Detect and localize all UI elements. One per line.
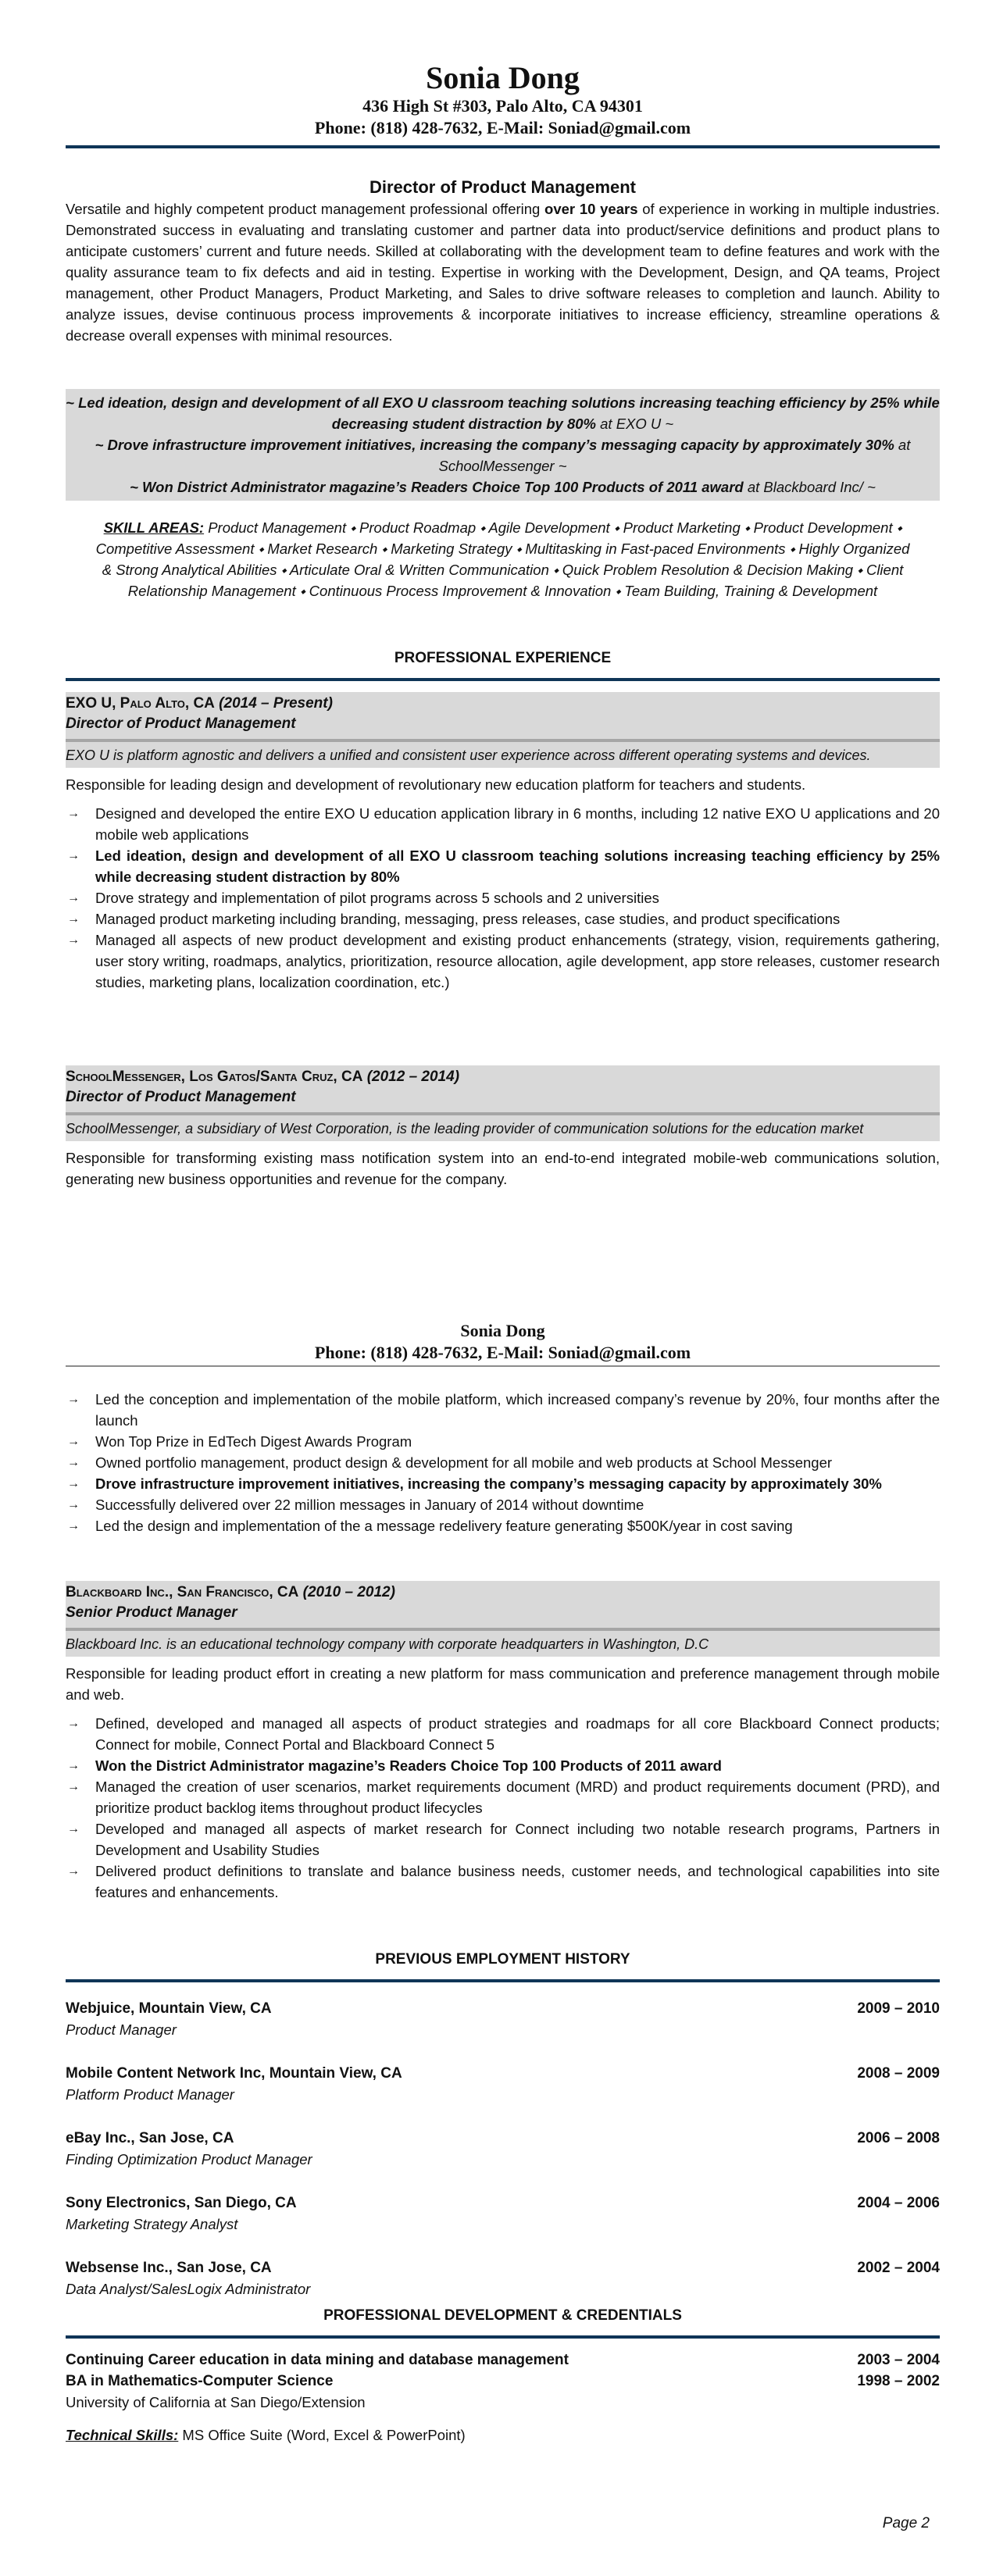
company-description: SchoolMessenger, a subsidiary of West Corporation, is the leading provider of communication solutions for the education market <box>66 1121 864 1136</box>
skill-areas-label: SKILL AREAS: <box>103 519 205 536</box>
employment-years: 2004 – 2006 <box>857 2195 940 2211</box>
bullet-item <box>66 1861 940 1903</box>
summary-paragraph <box>66 198 940 346</box>
employment-entry <box>66 2192 940 2257</box>
bullet-item <box>66 1389 940 1431</box>
job-exo-u <box>66 692 940 993</box>
page-1-header <box>66 61 940 148</box>
skill-areas <box>66 517 940 601</box>
candidate-name: Sonia Dong <box>426 60 580 95</box>
contact-line: Phone: (818) 428-7632, E-Mail: Soniad@gmail.com <box>314 118 691 137</box>
job-role: Senior Product Manager <box>66 1604 237 1621</box>
job-bullets <box>66 1713 940 1903</box>
job-schoolmessenger-bullets <box>66 1389 940 1536</box>
bullet-item <box>66 1473 940 1494</box>
job-role: Director of Product Management <box>66 1089 296 1105</box>
arrow-icon: → <box>67 1780 80 1793</box>
employer-name: Webjuice, Mountain View, CA <box>66 2000 272 2017</box>
employment-years: 2002 – 2004 <box>857 2260 940 2276</box>
highlight-rest: at SchoolMessenger ~ <box>438 437 911 474</box>
experience-section-header <box>66 648 940 681</box>
bullet-text: Delivered product definitions to translate and balance business needs, customer needs, and technological capabilities into site features and enhancements. <box>95 1863 940 1900</box>
arrow-icon: → <box>67 933 80 947</box>
job-company <box>66 1582 940 1603</box>
highlights-box <box>66 389 940 501</box>
job-dates: (2014 – Present) <box>219 695 333 712</box>
arrow-icon: → <box>67 1435 80 1448</box>
job-summary: Responsible for transforming existing mass notification system into an end-to-end integrated mobile-web communications solution, generating new business opportunities and revenue for the company. <box>66 1150 940 1187</box>
employment-title: Product Manager <box>66 2021 177 2038</box>
highlight-bold: ~ Drove infrastructure improvement initiatives, increasing the company’s messaging capacity by approximately 30% <box>95 437 894 453</box>
employer-name: Mobile Content Network Inc, Mountain View, CA <box>66 2065 402 2082</box>
company-name: EXO U, Palo Alto, CA <box>66 695 215 712</box>
job-company <box>66 1067 940 1087</box>
arrow-icon: → <box>67 1498 80 1511</box>
section-rule <box>66 678 940 681</box>
credentials-list <box>66 2349 940 2413</box>
arrow-icon: → <box>67 1456 80 1469</box>
bullet-text: Drove strategy and implementation of pilot programs across 5 schools and 2 universities <box>95 890 659 906</box>
employment-years: 2008 – 2009 <box>857 2065 940 2082</box>
bullet-item <box>66 908 940 929</box>
summary-text-a: Versatile and highly competent product management professional offering <box>66 201 545 217</box>
arrow-icon: → <box>67 1864 80 1878</box>
highlight-rest: at Blackboard Inc/ ~ <box>743 479 876 495</box>
job-header-box <box>66 1581 940 1657</box>
bullet-item <box>66 1776 940 1818</box>
contact-line-p2: Phone: (818) 428-7632, E-Mail: Soniad@gmail.com <box>314 1343 691 1362</box>
bullet-text: Won Top Prize in EdTech Digest Awards Program <box>95 1433 412 1450</box>
bullet-text: Successfully delivered over 22 million messages in January of 2014 without downtime <box>95 1497 644 1513</box>
employment-entry <box>66 1998 940 2063</box>
highlight-item <box>66 434 940 476</box>
employment-title: Platform Product Manager <box>66 2086 234 2103</box>
technical-skills-label: Technical Skills: <box>66 2427 179 2443</box>
bullet-item <box>66 1431 940 1452</box>
box-divider <box>66 739 940 742</box>
bullet-text: Led ideation, design and development of all EXO U classroom teaching solutions increasing teaching efficiency by 25% while decreasing student distraction by 80% <box>95 847 940 885</box>
bullet-item <box>66 887 940 908</box>
arrow-icon: → <box>67 849 80 862</box>
institution: University of California at San Diego/Extension <box>66 2394 366 2410</box>
target-title: Director of Product Management <box>369 177 637 197</box>
bullet-item <box>66 1452 940 1473</box>
bullet-text: Defined, developed and managed all aspects of product strategies and roadmaps for all core Blackboard Connect products; Connect for mobile, Connect Portal and Blackboard Connect 5 <box>95 1715 940 1753</box>
section-rule <box>66 1979 940 1982</box>
employer-name: Sony Electronics, San Diego, CA <box>66 2195 297 2211</box>
employment-years: 2009 – 2010 <box>857 2000 940 2017</box>
arrow-icon: → <box>67 1393 80 1406</box>
highlight-bold: ~ Won District Administrator magazine’s Readers Choice Top 100 Products of 2011 award <box>130 479 744 495</box>
page-2-header <box>66 1320 940 1367</box>
job-schoolmessenger <box>66 1065 940 1190</box>
bullet-text: Drove infrastructure improvement initiatives, increasing the company’s messaging capacity by approximately 30% <box>95 1475 882 1492</box>
bullet-item <box>66 1755 940 1776</box>
arrow-icon: → <box>67 1717 80 1730</box>
bullet-item <box>66 929 940 993</box>
job-bullets <box>66 803 940 993</box>
job-summary: Responsible for leading product effort in creating a new platform for mass communication and preference management through mobile and web. <box>66 1665 940 1703</box>
skill-areas-list: Product Management ⬩ Product Roadmap ⬩ Agile Development ⬩ Product Marketing ⬩ Product Development ⬩ Competitive Assessment ⬩ Market Research ⬩ Marketing Strategy ⬩ Multitasking in Fast-paced Environments ⬩ Highly Organized & Strong Analytical Abilities ⬩ Articulate Oral & Written Communication ⬩ Quick Problem Resolution & Decision Making ⬩ Client Relationship Management ⬩ Continuous Process Improvement & Innovation ⬩ Team Building, Training & Development <box>95 519 910 599</box>
credential-years: 1998 – 2002 <box>857 2373 940 2389</box>
previous-employment-list <box>66 1998 940 2322</box>
employer-name: eBay Inc., San Jose, CA <box>66 2130 234 2146</box>
highlight-item <box>66 476 940 498</box>
credentials-header <box>66 2306 940 2339</box>
arrow-icon: → <box>67 807 80 820</box>
page-number: Page 2 <box>882 2515 930 2531</box>
box-divider <box>66 1628 940 1631</box>
job-bullets <box>66 1389 940 1536</box>
bullet-text: Managed product marketing including branding, messaging, press releases, case studies, and product specifications <box>95 911 841 927</box>
box-divider <box>66 1112 940 1115</box>
bullet-text: Developed and managed all aspects of market research for Connect including two notable research programs, Partners in Development and Usability Studies <box>95 1821 940 1858</box>
summary-section <box>66 177 940 346</box>
employment-title: Marketing Strategy Analyst <box>66 2216 238 2232</box>
bullet-text: Owned portfolio management, product design & development for all mobile and web products at School Messenger <box>95 1454 833 1471</box>
employment-years: 2006 – 2008 <box>857 2130 940 2146</box>
bullet-item <box>66 1515 940 1536</box>
company-name: Blackboard Inc., San Francisco, CA <box>66 1584 299 1600</box>
section-heading-previous: PREVIOUS EMPLOYMENT HISTORY <box>375 1951 630 1968</box>
job-blackboard <box>66 1581 940 1903</box>
job-company <box>66 694 940 714</box>
technical-skills <box>66 2424 940 2446</box>
candidate-name-p2: Sonia Dong <box>460 1321 545 1340</box>
bullet-text: Managed all aspects of new product development and existing product enhancements (strategy, vision, requirements gathering, user story writing, roadmaps, analytics, prioritization, resource allocation, agile development, app store releases, customer research studies, marketing plans, localization coordination, etc.) <box>95 932 940 990</box>
bullet-text: Designed and developed the entire EXO U education application library in 6 months, including 12 native EXO U applications and 20 mobile web applications <box>95 805 940 843</box>
employment-title: Data Analyst/SalesLogix Administrator <box>66 2281 311 2297</box>
company-name: SchoolMessenger, Los Gatos/Santa Cruz, CA <box>66 1069 363 1085</box>
employment-entry <box>66 2063 940 2128</box>
credential-row <box>66 2371 940 2392</box>
header-rule <box>66 145 940 148</box>
bullet-item <box>66 1818 940 1861</box>
page-2-rule <box>66 1365 940 1367</box>
section-heading-credentials: PROFESSIONAL DEVELOPMENT & CREDENTIALS <box>323 2307 682 2324</box>
arrow-icon: → <box>67 912 80 926</box>
highlight-rest: at EXO U ~ <box>596 416 674 432</box>
arrow-icon: → <box>67 1477 80 1490</box>
section-rule <box>66 2335 940 2339</box>
job-header-box <box>66 692 940 768</box>
technical-skills-text: MS Office Suite (Word, Excel & PowerPoint) <box>178 2427 466 2443</box>
previous-employment-header <box>66 1950 940 1982</box>
bullet-item <box>66 803 940 845</box>
bullet-text: Won the District Administrator magazine’s Readers Choice Top 100 Products of 2011 award <box>95 1757 722 1774</box>
job-summary: Responsible for leading design and development of revolutionary new education platform for teachers and students. <box>66 776 806 793</box>
job-role: Director of Product Management <box>66 715 296 732</box>
arrow-icon: → <box>67 1759 80 1772</box>
summary-bold: over 10 years <box>544 201 638 217</box>
company-description: Blackboard Inc. is an educational technology company with corporate headquarters in Washington, D.C <box>66 1636 709 1652</box>
employment-title: Finding Optimization Product Manager <box>66 2151 312 2167</box>
address: 436 High St #303, Palo Alto, CA 94301 <box>362 96 643 116</box>
arrow-icon: → <box>67 1519 80 1532</box>
job-dates: (2012 – 2014) <box>366 1069 460 1085</box>
employer-name: Websense Inc., San Jose, CA <box>66 2260 272 2276</box>
bullet-item <box>66 845 940 887</box>
company-description: EXO U is platform agnostic and delivers a unified and consistent user experience across different operating systems and devices. <box>66 747 871 763</box>
credential-row <box>66 2349 940 2371</box>
bullet-text: Managed the creation of user scenarios, market requirements document (MRD) and product requirements document (PRD), and prioritize product backlog items throughout product lifecycles <box>95 1779 940 1816</box>
bullet-text: Led the design and implementation of the a message redelivery feature generating $500K/year in cost saving <box>95 1518 793 1534</box>
highlight-bold: ~ Led ideation, design and development of all EXO U classroom teaching solutions increasing teaching efficiency by 25% while decreasing student distraction by 80% <box>66 394 940 432</box>
bullet-item <box>66 1713 940 1755</box>
arrow-icon: → <box>67 891 80 904</box>
summary-text-b: of experience in working in multiple industries. Demonstrated success in evaluating and translating customer and partner data into product/service definitions and product plans to anticipate customers’ current and future needs. Skilled at collaborating with the development team to define features and work with the quality assurance team to fix defects and aid in testing. Expertise in working with the Development, Design, and QA teams, Project management, other Product Managers, Product Marketing, and Sales to drive software releases to completion and launch. Ability to analyze issues, devise continuous process improvements & incorporate initiatives to increase efficiency, streamline operations & decrease overall expenses with minimal resources. <box>66 201 940 344</box>
bullet-text: Led the conception and implementation of the mobile platform, which increased company’s revenue by 20%, four months after the launch <box>95 1391 940 1429</box>
section-heading-experience: PROFESSIONAL EXPERIENCE <box>394 650 612 666</box>
credential-name: Continuing Career education in data mining and database management <box>66 2352 569 2368</box>
bullet-item <box>66 1494 940 1515</box>
employment-entry <box>66 2128 940 2192</box>
arrow-icon: → <box>67 1822 80 1836</box>
credential-years: 2003 – 2004 <box>857 2352 940 2368</box>
credential-name: BA in Mathematics-Computer Science <box>66 2373 334 2389</box>
job-header-box <box>66 1065 940 1141</box>
job-dates: (2010 – 2012) <box>302 1584 395 1600</box>
highlight-item <box>66 392 940 434</box>
